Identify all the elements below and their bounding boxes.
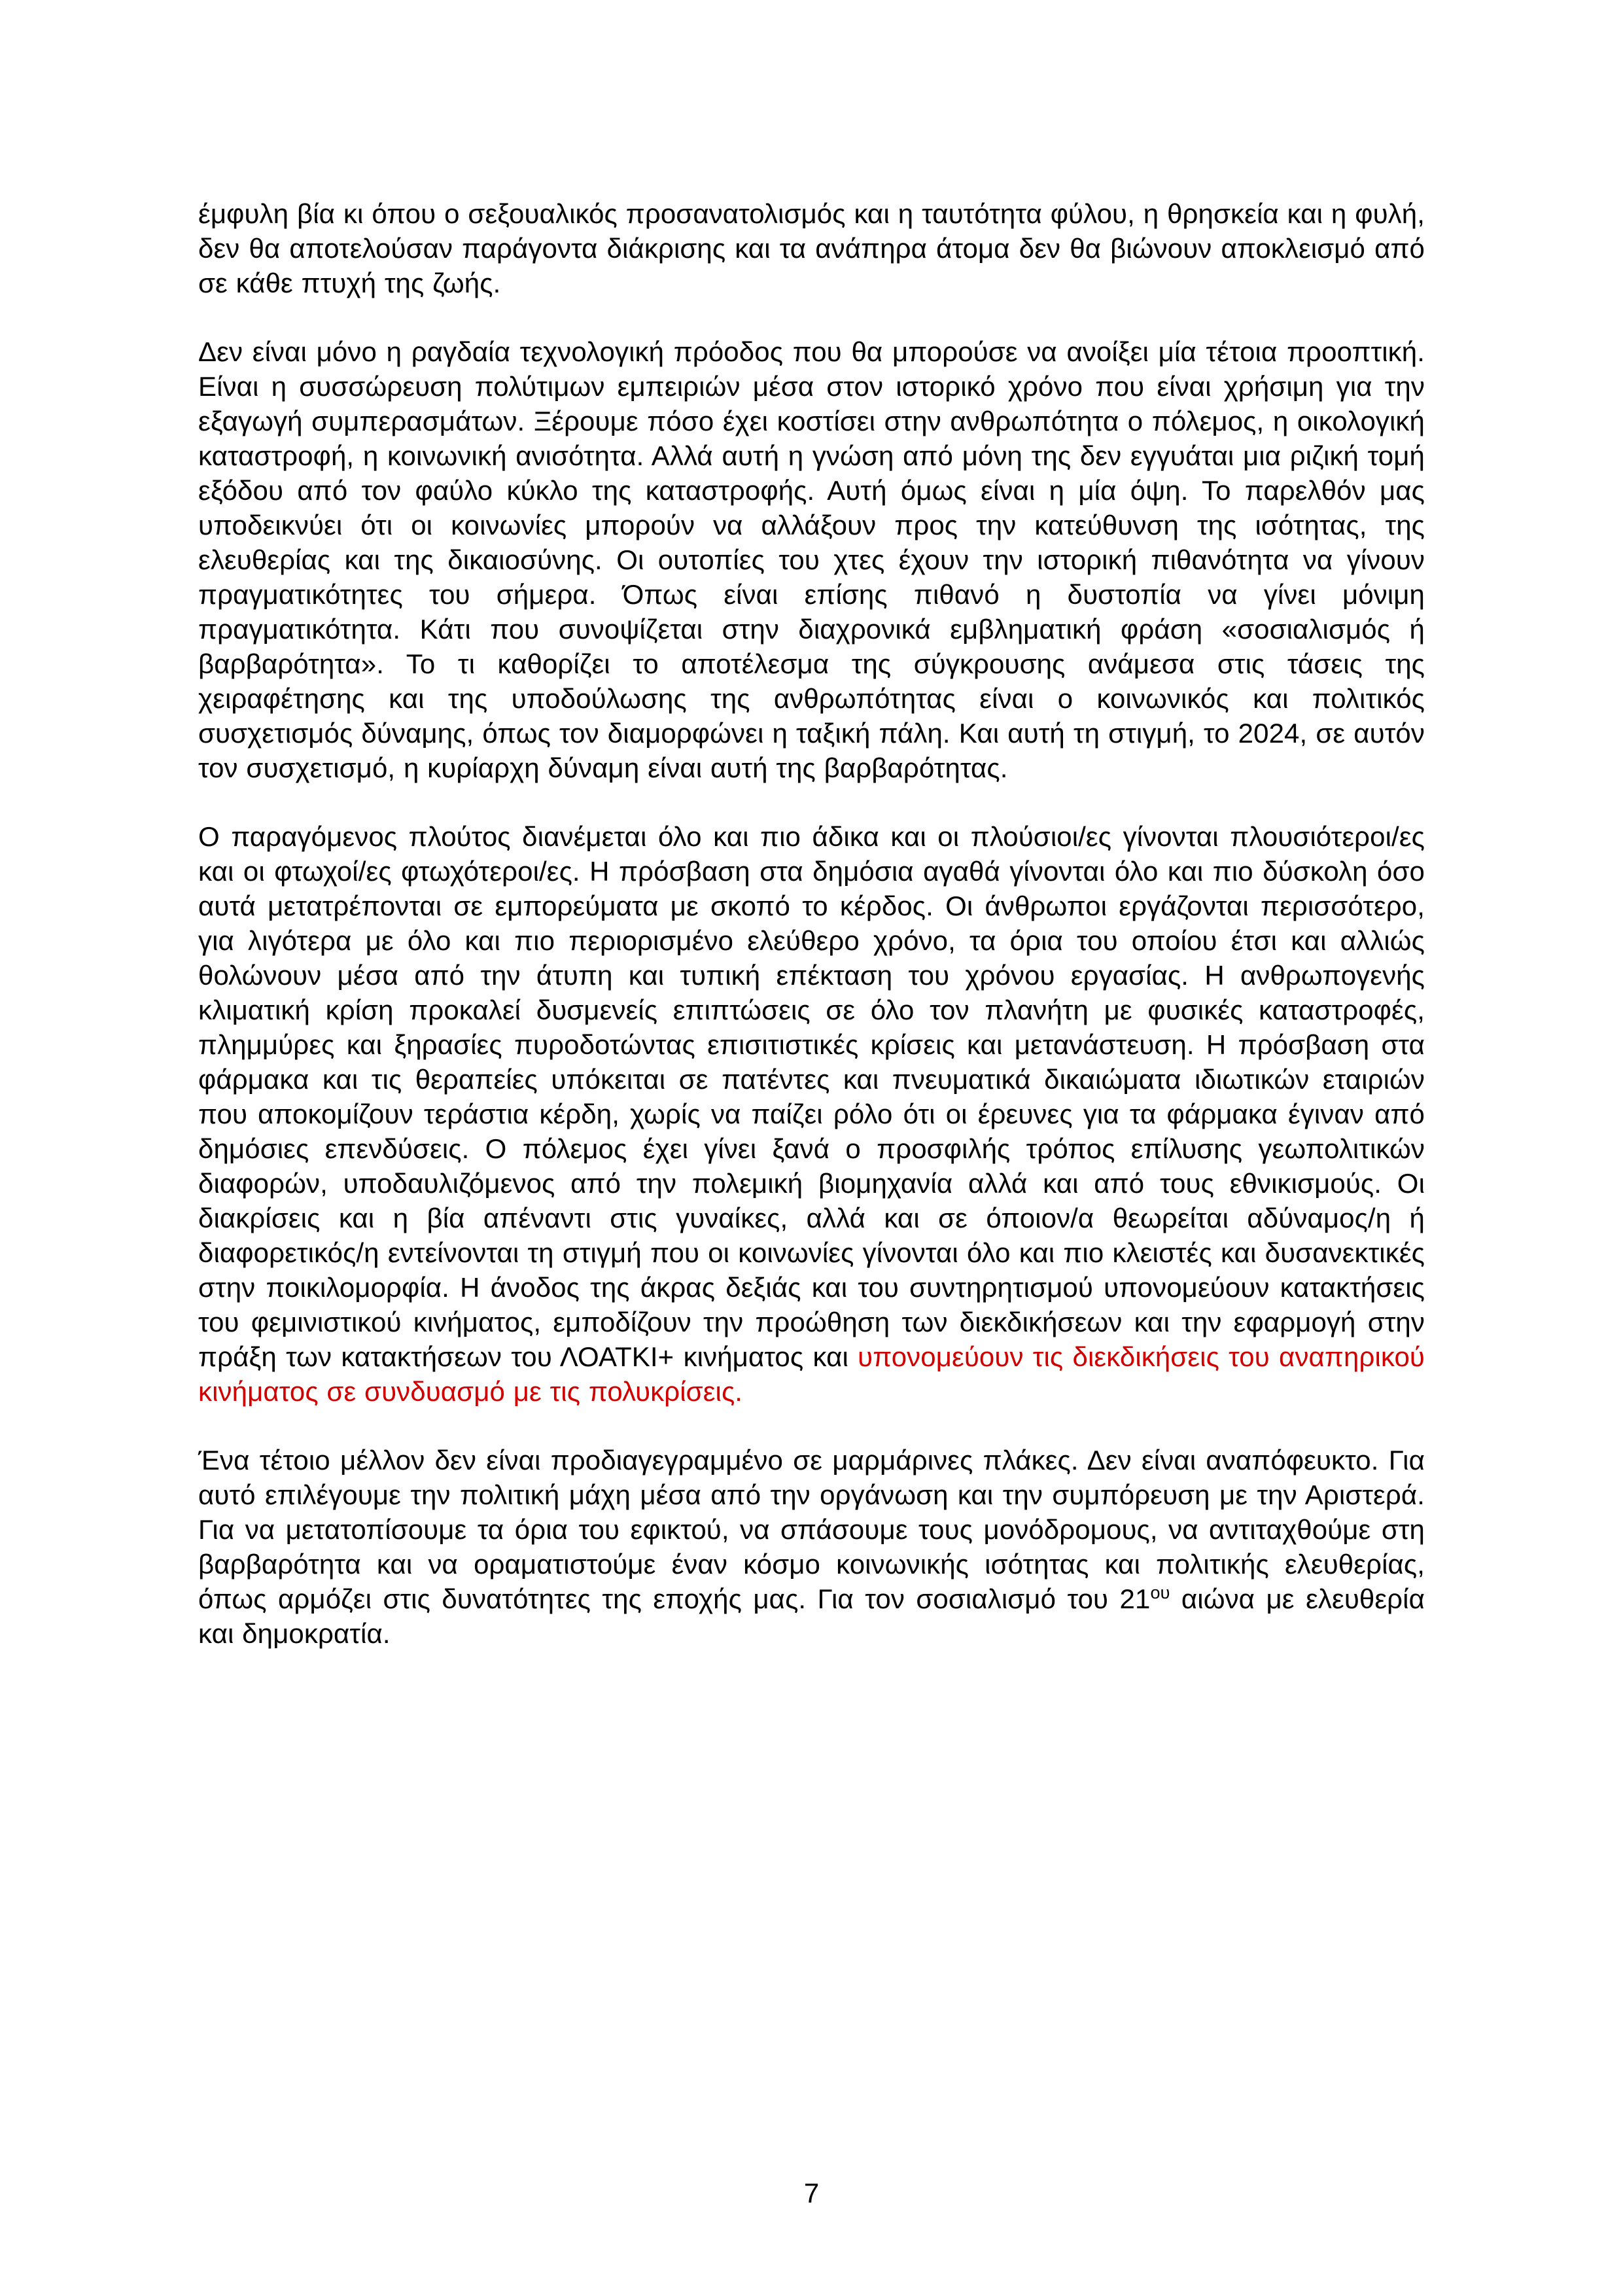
paragraph [198,334,1425,785]
text-run: Ένα τέτοιο μέλλον δεν είναι προδιαγεγραμμένο σε μαρμάρινες πλάκες. Δεν είναι αναπόφευκτο. Για αυτό επιλέγουμε την πολιτική μάχη μέσα από την οργάνωση και την συμπόρευση με την Αριστερά. Για να μετατοπίσουμε τα όρια του εφικτού, να σπάσουμε τους μονόδρομους, να αντιταχθούμε στη βαρβαρότητα και να οραματιστούμε έναν κόσμο κοινωνικής ισότητας και πολιτικής ελευθερίας, όπως αρμόζει στις δυνατότητες της εποχής μας. Για τον σοσιαλισμό του 21 [198,1445,1425,1614]
red-text-run: υπονομεύουν τις διεκδικήσεις του αναπηρικού κινήματος σε συνδυασμό με τις πολυκρίσεις. [198,1341,1425,1407]
text-run: Δεν είναι μόνο η ραγδαία τεχνολογική πρόοδος που θα μπορούσε να ανοίξει μία τέτοια προοπτική. Είναι η συσσώρευση πολύτιμων εμπειριών μέσα στον ιστορικό χρόνο που είναι χρήσιμη για την εξαγωγή συμπερασμάτων. Ξέρουμε πόσο έχει κοστίσει στην ανθρωπότητα ο πόλεμος, η οικολογική καταστροφή, η κοινωνική ανισότητα. Αλλά αυτή η γνώση από μόνη της δεν εγγυάται μια ριζική τομή εξόδου από τον φαύλο κύκλο της καταστροφής. Αυτή όμως είναι η μία όψη. Το παρελθόν μας υποδεικνύει ότι οι κοινωνίες μπορούν να αλλάξουν προς την κατεύθυνση της ισότητας, της ελευθερίας και της δικαιοσύνης. Οι ουτοπίες του χτες έχουν την ιστορική πιθανότητα να γίνουν πραγματικότητες του σήμερα. Όπως είναι επίσης πιθανό η δυστοπία να γίνει μόνιμη πραγματικότητα. Κάτι που συνοψίζεται στην διαχρονικά εμβληματική φράση «σοσιαλισμός ή βαρβαρότητα». Το τι καθορίζει το αποτέλεσμα της σύγκρουσης ανάμεσα στις τάσεις της χειραφέτησης και της υποδούλωσης της ανθρωπότητας είναι ο κοινωνικός και πολιτικός συσχετισμός δύναμης, όπως τον διαμορφώνει η ταξική πάλη. Και αυτή τη στιγμή, το 2024, σε αυτόν τον συσχετισμό, η κυρίαρχη δύναμη είναι αυτή της βαρβαρότητας. [198,336,1425,783]
text-run: Ο παραγόμενος πλούτος διανέμεται όλο και πιο άδικα και οι πλούσιοι/ες γίνονται πλουσιότεροι/ες και οι φτωχοί/ες φτωχότεροι/ες. Η πρόσβαση στα δημόσια αγαθά γίνονται όλο και πιο δύσκολη όσο αυτά μετατρέπονται σε εμπορεύματα με σκοπό το κέρδος. Οι άνθρωποι εργάζονται περισσότερο, για λιγότερα με όλο και πιο περιορισμένο ελεύθερο χρόνο, τα όρια του οποίου έτσι και αλλιώς θολώνουν μέσα από την άτυπη και τυπική επέκταση του χρόνου εργασίας. Η ανθρωπογενής κλιματική κρίση προκαλεί δυσμενείς επιπτώσεις σε όλο τον πλανήτη με φυσικές καταστροφές, πλημμύρες και ξηρασίες πυροδοτώντας επισιτιστικές κρίσεις και μετανάστευση. Η πρόσβαση στα φάρμακα και τις θεραπείες υπόκειται σε πατέντες και πνευματικά δικαιώματα ιδιωτικών εταιριών που αποκομίζουν τεράστια κέρδη, χωρίς να παίζει ρόλο ότι οι έρευνες για τα φάρμακα έγιναν από δημόσιες επενδύσεις. Ο πόλεμος έχει γίνει ξανά ο προσφιλής τρόπος επίλυσης γεωπολιτικών διαφορών, υποδαυλιζόμενος από την πολεμική βιομηχανία αλλά και από τους εθνικισμούς. Οι διακρίσεις και η βία απέναντι στις γυναίκες, αλλά και σε όποιον/α θεωρείται αδύναμος/η ή διαφορετικός/η εντείνονται τη στιγμή που οι κοινωνίες γίνονται όλο και πιο κλειστές και δυσανεκτικές στην ποικιλομορφία. Η άνοδος της άκρας δεξιάς και του συντηρητισμού υπονομεύουν κατακτήσεις του φεμινιστικού κινήματος, εμποδίζουν την προώθηση των διεκδικήσεων και την εφαρμογή στην πράξη των κατακτήσεων του ΛΟΑΤΚΙ+ κινήματος και [198,821,1425,1372]
text-run: αιώνα με ελευθερία και δημοκρατία. [198,1583,1425,1649]
paragraph [198,196,1425,300]
text-run: έμφυλη βία κι όπου ο σεξουαλικός προσανατολισμός και η ταυτότητα φύλου, η θρησκεία και η φυλή, δεν θα αποτελούσαν παράγοντα διάκρισης και τα ανάπηρα άτομα δεν θα βιώνουν αποκλεισμό από σε κάθε πτυχή της ζωής. [198,198,1425,298]
document-body [198,196,1425,1651]
superscript-run: ου [1150,1583,1170,1602]
page-number: 7 [803,2178,820,2208]
paragraph [198,1443,1425,1651]
paragraph [198,819,1425,1409]
